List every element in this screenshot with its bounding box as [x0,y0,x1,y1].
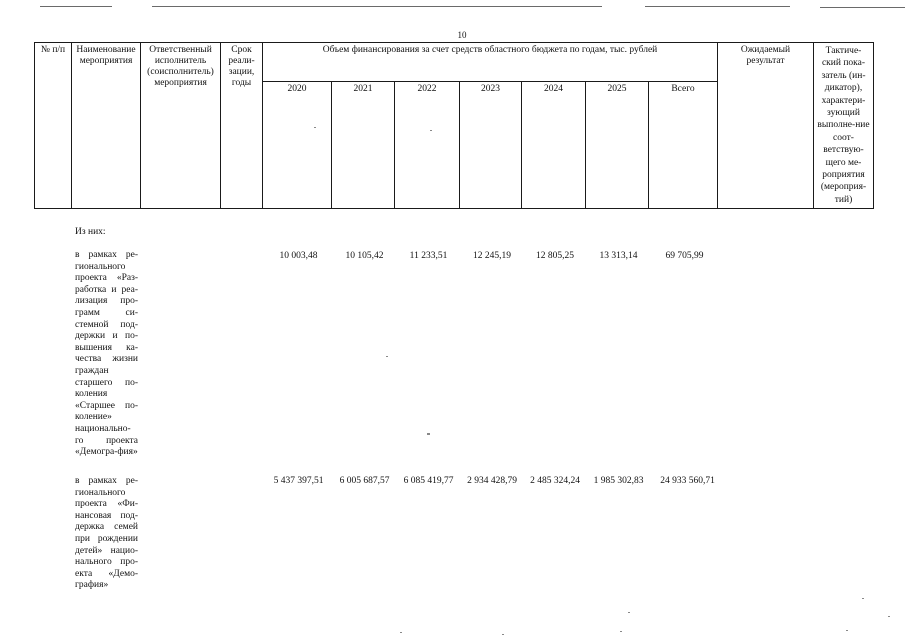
row2-value-total: 24 933 560,71 [660,476,715,486]
row1-value-2021: 10 105,42 [345,251,384,261]
row1-value-2020: 10 003,48 [279,251,318,261]
page-number: 10 [457,30,467,40]
scan-noise [620,631,622,632]
row1-value-2023: 12 245,19 [473,251,511,261]
header-term: Срок реали-зации, годы [221,43,263,209]
budget-table-header [34,42,874,209]
row2-value-2023: 2 934 428,79 [467,476,517,486]
header-year: 2024 [522,81,586,209]
scan-edge-line [645,6,790,7]
header-executor: Ответственный исполнитель (соисполнитель) мероприятия [141,43,221,209]
scan-edge-line [152,6,602,7]
row1-value-2025: 13 313,14 [599,251,638,261]
row2-value-2021: 6 005 687,57 [339,476,390,486]
row2-value-2025: 1 985 302,83 [593,476,644,486]
row1-value-2022: 11 233,51 [409,251,448,261]
scan-noise [386,356,388,357]
row1-value-total: 69 705,99 [665,251,704,261]
scan-noise [628,612,630,613]
scan-noise [862,598,864,599]
scan-edge-line [820,7,905,8]
scan-noise [430,130,432,131]
row1-value-2024: 12 805,25 [536,251,574,261]
header-year: 2021 [332,81,395,209]
header-year: 2022 [395,81,460,209]
header-number: № п/п [35,43,72,209]
row2-value-2020: 5 437 397,51 [273,476,324,486]
scan-edge-line [40,6,112,7]
header-tactical-indicator: Тактиче-ский пока-затель (ин-дикатор), характери-зующий выполне-ние соот-ветствую-щего ме-роприятия (мероприя-тий) [814,43,874,209]
subheading: Из них: [75,227,106,237]
row-name-regional-project-family-support: в рамках ре-гионального проекта «Фи-нансовая под-держка семей при рождении детей» нацио-нального про-екта «Демо-графия» [75,476,138,591]
scan-noise [502,634,504,635]
row-name-regional-project-older-generation: в рамках ре-гионального проекта «Раз-работка и реа-лизация про-грамм си-стемной под-держки и по-вышения ка-чества жизни граждан старшего по-коления «Старшее по-коление» национально-го проекта «Демогра-фия» [75,250,138,458]
header-year: 2023 [460,81,522,209]
header-year: 2025 [586,81,649,209]
header-financing: Объем финансирования за счет средств областного бюджета по годам, тыс. рублей [263,43,718,82]
row2-value-2024: 2 485 324,24 [530,476,580,486]
scan-noise [400,632,402,633]
scan-noise [427,433,430,435]
scan-noise [888,616,890,617]
header-activity-name: Наименование мероприятия [72,43,141,209]
header-total: Всего [649,81,718,209]
row2-value-2022: 6 085 419,77 [403,476,454,486]
scan-noise [314,127,316,128]
scan-noise [846,630,848,631]
header-year: 2020 [263,81,332,209]
header-expected-result: Ожидаемый результат [718,43,814,209]
